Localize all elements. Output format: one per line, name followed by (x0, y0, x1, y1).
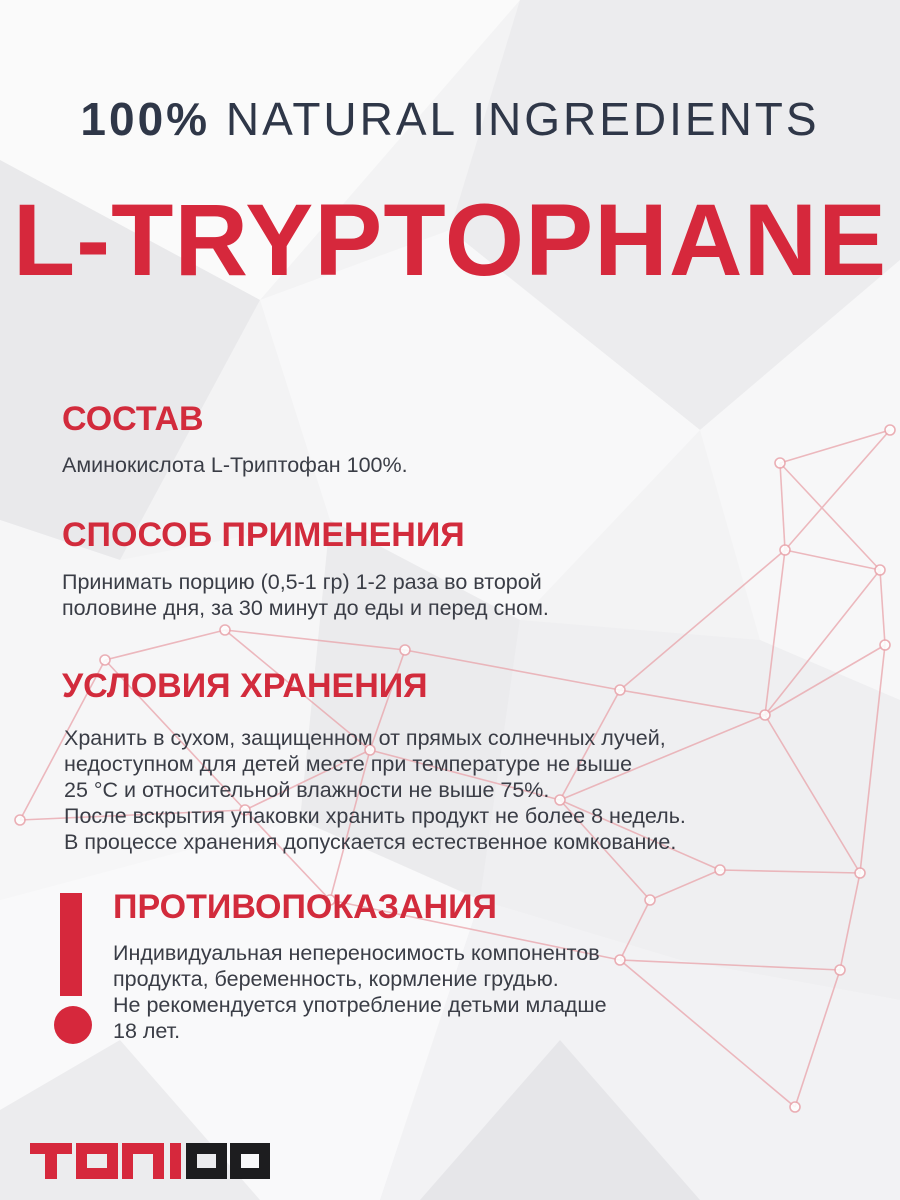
usage-line: Принимать порцию (0,5-1 гр) 1-2 раза во второй (62, 570, 542, 594)
exclamation-mark-icon (60, 893, 82, 996)
contraindications-line: Не рекомендуется употребление детьми младше (113, 993, 607, 1017)
storage-line: После вскрытия упаковки хранить продукт не более 8 недель. (64, 804, 686, 828)
usage-heading: СПОСОБ ПРИМЕНЕНИЯ (62, 516, 465, 554)
tagline-text: NATURAL INGREDIENTS (225, 93, 820, 145)
composition-heading: СОСТАВ (62, 400, 204, 438)
usage-line: половине дня, за 30 минут до еды и перед сном. (62, 596, 549, 620)
storage-heading: УСЛОВИЯ ХРАНЕНИЯ (62, 667, 428, 705)
composition-line: Аминокислота L-Триптофан 100%. (62, 453, 408, 477)
contraindications-text (113, 940, 607, 1044)
tagline (0, 92, 900, 146)
storage-line: недоступном для детей месте при температуре не выше (64, 752, 633, 776)
exclamation-dot-icon (54, 1006, 92, 1044)
storage-text (64, 725, 686, 855)
product-title: L-TRYPTOPHANE (12, 183, 888, 297)
storage-line: Хранить в сухом, защищенном от прямых солнечных лучей, (64, 726, 666, 750)
storage-line: В процессе хранения допускается естественное комкование. (64, 830, 677, 854)
contraindications-line: Индивидуальная непереносимость компонентов (113, 941, 600, 965)
contraindications-heading: ПРОТИВОПОКАЗАНИЯ (113, 888, 497, 926)
contraindications-line: 18 лет. (113, 1019, 181, 1043)
brand-logo (30, 1137, 270, 1183)
contraindications-line: продукта, беременность, кормление грудью. (113, 967, 559, 991)
brand-logo-text: ТОП100 (30, 1137, 34, 1138)
tagline-percent: 100% (80, 93, 211, 145)
storage-line: 25 °С и относительной влажности не выше 75%. (64, 778, 550, 802)
usage-text (62, 569, 549, 621)
composition-text (62, 452, 408, 478)
